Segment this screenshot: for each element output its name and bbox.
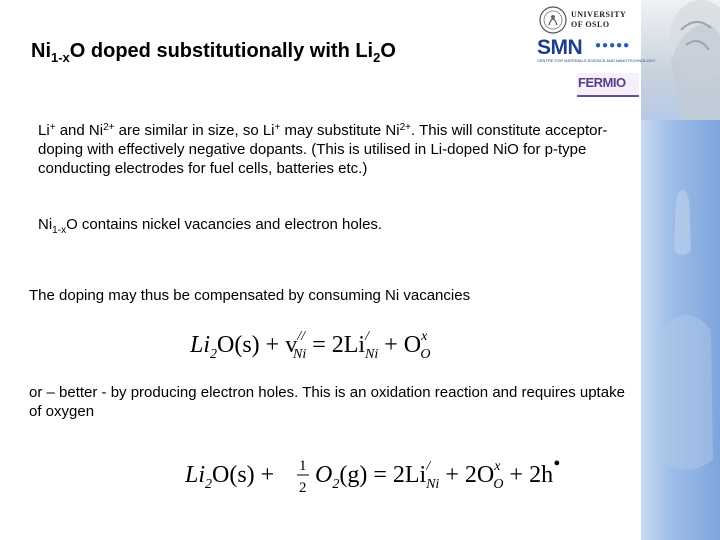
svg-text:Li2O(s) + v//Ni= 2Li/Ni+ OxO: $Li_2O(s) + v^{//}$ Ni = 2Li/ $Ni + O^x$ O (190, 329, 431, 362)
svg-text:O2(g) = 2Li/Ni+ 2OxO+ 2h•: $O_2(g) = 2Li^/$ $Ni + 2O^x$ O + 2h• (315, 453, 561, 492)
svg-text:2: 2 (299, 480, 307, 496)
uio-logo (537, 5, 637, 35)
paragraph-oxidation: or – better - by producing electron holes. This is an oxidation reaction and requires uptake of oxygen (29, 384, 625, 420)
svg-text:1: 1 (299, 458, 307, 474)
paragraph-compensation: The doping may thus be compensated by consuming Ni vacancies (29, 287, 471, 304)
paragraph-nickel-vacancies: $Ni_{1-x}O$ contains nickel vacancies and electron holes. (38, 216, 383, 236)
equation-hole-production (185, 450, 635, 500)
paragraph-li-substitution: Li+ and $Ni^{2+}$ are similar in size, so Li+ may substitute $Ni^{2+}$. This will constitute acceptor-doping with effectively negative dopants. (This is utilised in Li-doped NiO for p-type conducting electrodes for fuel cells, batteries etc.) (38, 122, 608, 177)
smn-tagline: CENTRE FOR MATERIALS SCIENCE AND NANOTECHNOLOGY (537, 58, 656, 63)
smn-dots-icon: ●●●●● (595, 40, 631, 51)
smn-name: SMN (537, 36, 583, 59)
equation-vacancy-consumption (190, 322, 510, 364)
fermio-name: FERMIO (578, 75, 626, 90)
uio-seal-icon (539, 6, 567, 34)
slide-title: $Ni_{1-x}O$ doped substitutionally with $Li_2O$ (31, 40, 396, 65)
statue-illustration (641, 0, 720, 540)
svg-text:Li2O(s) +: $Li_2O(s)$ + (185, 462, 275, 492)
fermio-logo (577, 73, 639, 97)
uio-line1: UNIVERSITY (571, 10, 627, 19)
uio-line2: OF OSLO (571, 20, 610, 29)
smn-logo (537, 36, 656, 66)
decorative-sidebar (641, 0, 720, 540)
